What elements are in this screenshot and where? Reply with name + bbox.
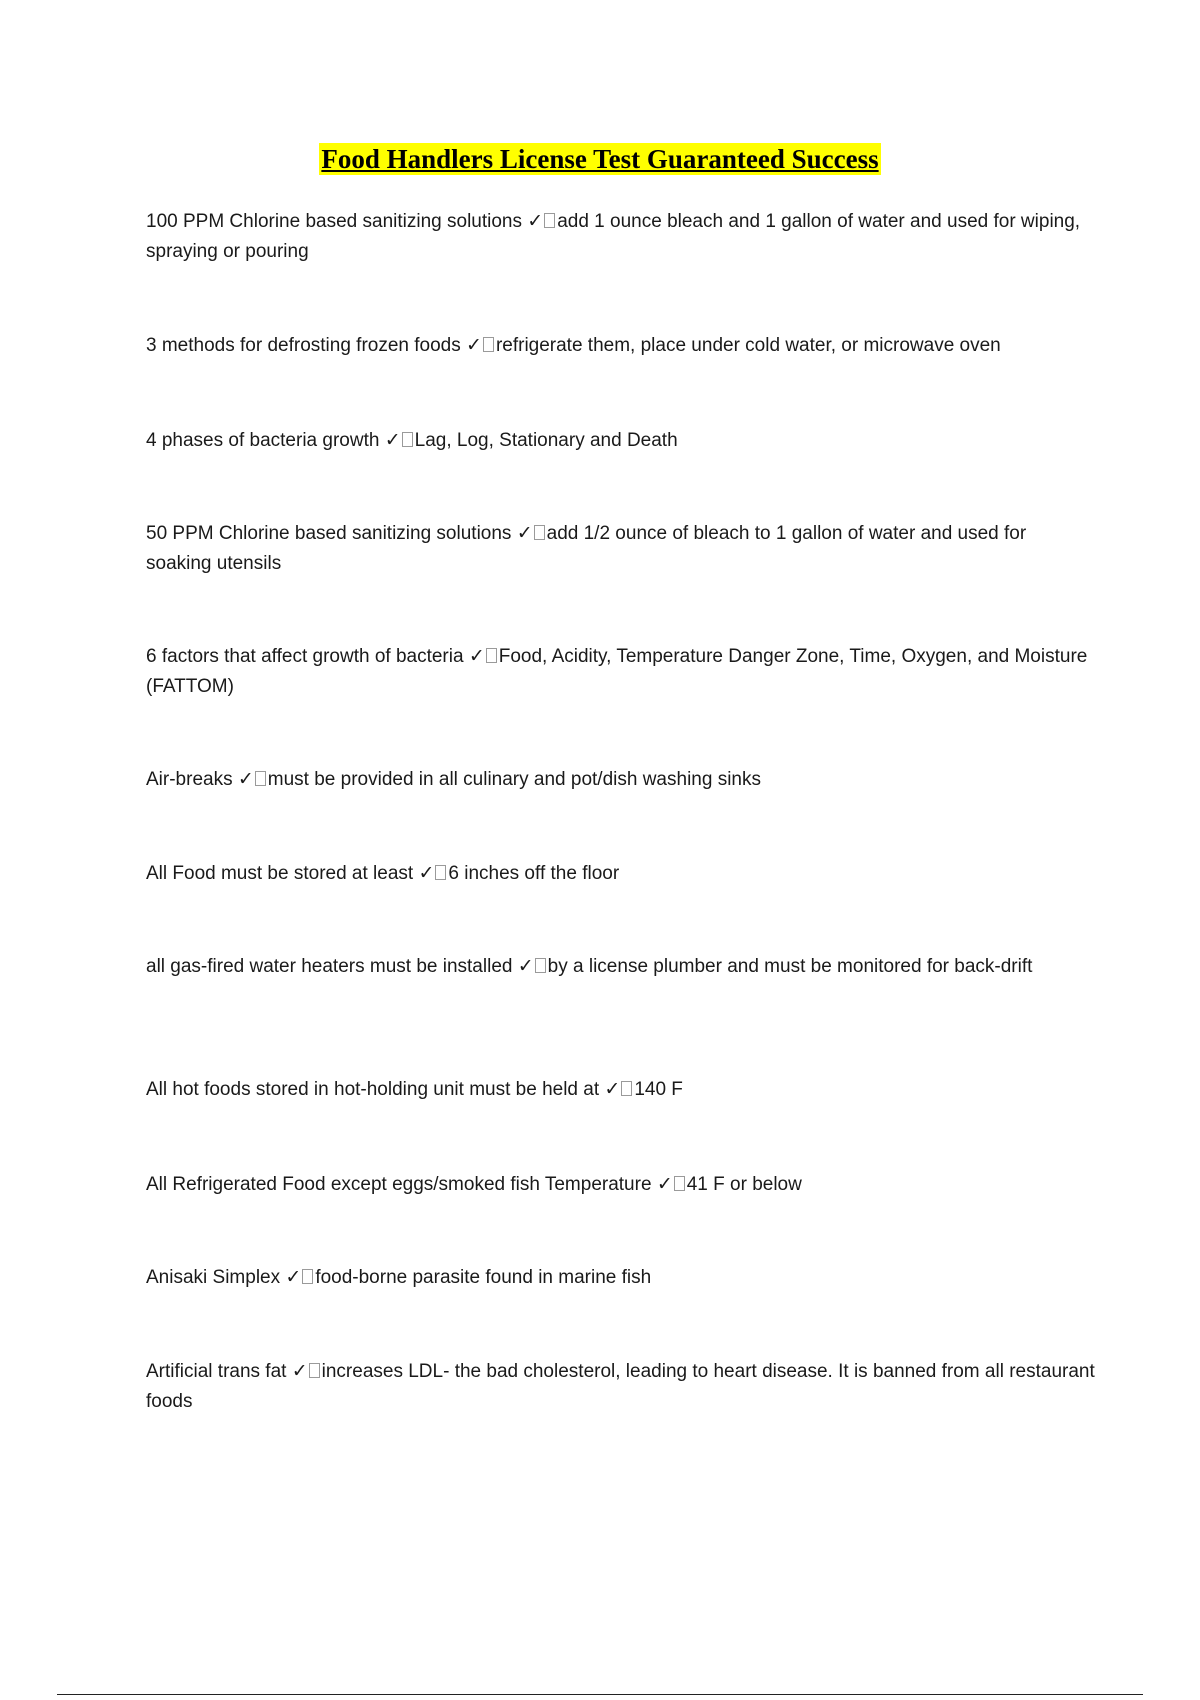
qa-item [146,1169,1096,1200]
checkbox-placeholder-icon [483,337,494,352]
qa-term: All hot foods stored in hot-holding unit must be held at [146,1079,600,1100]
checkbox-placeholder-icon [302,1269,313,1284]
checkmark-icon: ✓ [466,334,482,356]
title-container [0,143,1200,175]
checkmark-icon: ✓ [237,768,254,790]
checkbox-placeholder-icon [309,1363,320,1378]
qa-term: Anisaki Simplex [146,1267,281,1288]
qa-answer: 140 F [634,1079,683,1100]
qa-answer: 6 inches off the floor [448,863,620,884]
checkbox-placeholder-icon [534,525,545,540]
qa-term: 50 PPM Chlorine based sanitizing solutions [146,523,512,544]
qa-item [146,206,1096,267]
checkbox-placeholder-icon [486,648,497,663]
checkmark-icon: ✓ [656,1173,673,1195]
checkmark-icon: ✓ [604,1078,621,1100]
qa-item [146,1356,1096,1417]
checkbox-placeholder-icon [435,865,446,880]
qa-answer: Food, Acidity, Temperature Danger Zone, Time, Oxygen, and Moisture (FATTOM) [146,646,1088,697]
checkbox-placeholder-icon [544,213,555,228]
qa-term: all gas-fired water heaters must be installed [146,956,513,977]
checkbox-placeholder-icon [621,1081,632,1096]
qa-item [146,858,1096,889]
qa-term: 6 factors that affect growth of bacteria [146,646,464,667]
checkbox-placeholder-icon [402,432,413,447]
qa-answer: by a license plumber and must be monitored for back-drift [547,956,1033,977]
qa-answer: refrigerate them, place under cold water, or microwave oven [495,335,1001,356]
qa-item [146,425,1096,456]
qa-answer: increases LDL- the bad cholesterol, leading to heart disease. It is banned from all restaurant foods [146,1361,1095,1412]
checkbox-placeholder-icon [255,771,266,786]
qa-answer: Lag, Log, Stationary and Death [414,430,678,451]
checkmark-icon: ✓ [468,645,485,667]
qa-term: All Refrigerated Food except eggs/smoked fish Temperature [146,1174,652,1195]
qa-item [146,764,1096,795]
checkmark-icon: ✓ [516,522,533,544]
document-title: Food Handlers License Test Guaranteed Success [321,144,879,174]
qa-term: Artificial trans fat [146,1361,287,1382]
checkmark-icon: ✓ [527,210,544,232]
qa-term: 4 phases of bacteria growth [146,430,380,451]
qa-answer: 41 F or below [686,1174,802,1195]
qa-answer: food-borne parasite found in marine fish [315,1267,652,1288]
qa-answer: add 1 ounce bleach and 1 gallon of water and used for wiping, spraying or pouring [146,211,1081,262]
checkmark-icon: ✓ [418,862,435,884]
checkmark-icon: ✓ [285,1266,302,1288]
qa-term: Air-breaks [146,769,233,790]
qa-item [146,951,1096,982]
qa-item [146,1262,1096,1293]
checkmark-icon: ✓ [291,1360,308,1382]
qa-item [146,1074,1096,1105]
checkbox-placeholder-icon [535,958,546,973]
checkbox-placeholder-icon [674,1176,685,1191]
footer-divider [57,1694,1143,1695]
qa-term: 100 PPM Chlorine based sanitizing solutions [146,211,522,232]
qa-answer: must be provided in all culinary and pot/dish washing sinks [267,769,761,790]
qa-term: 3 methods for defrosting frozen foods [146,335,461,356]
qa-term: All Food must be stored at least [146,863,414,884]
qa-item [146,518,1096,579]
qa-answer: add 1/2 ounce of bleach to 1 gallon of water and used for soaking utensils [146,523,1027,574]
checkmark-icon: ✓ [384,429,401,451]
qa-item [146,641,1096,702]
qa-item [146,330,1096,361]
checkmark-icon: ✓ [517,955,534,977]
